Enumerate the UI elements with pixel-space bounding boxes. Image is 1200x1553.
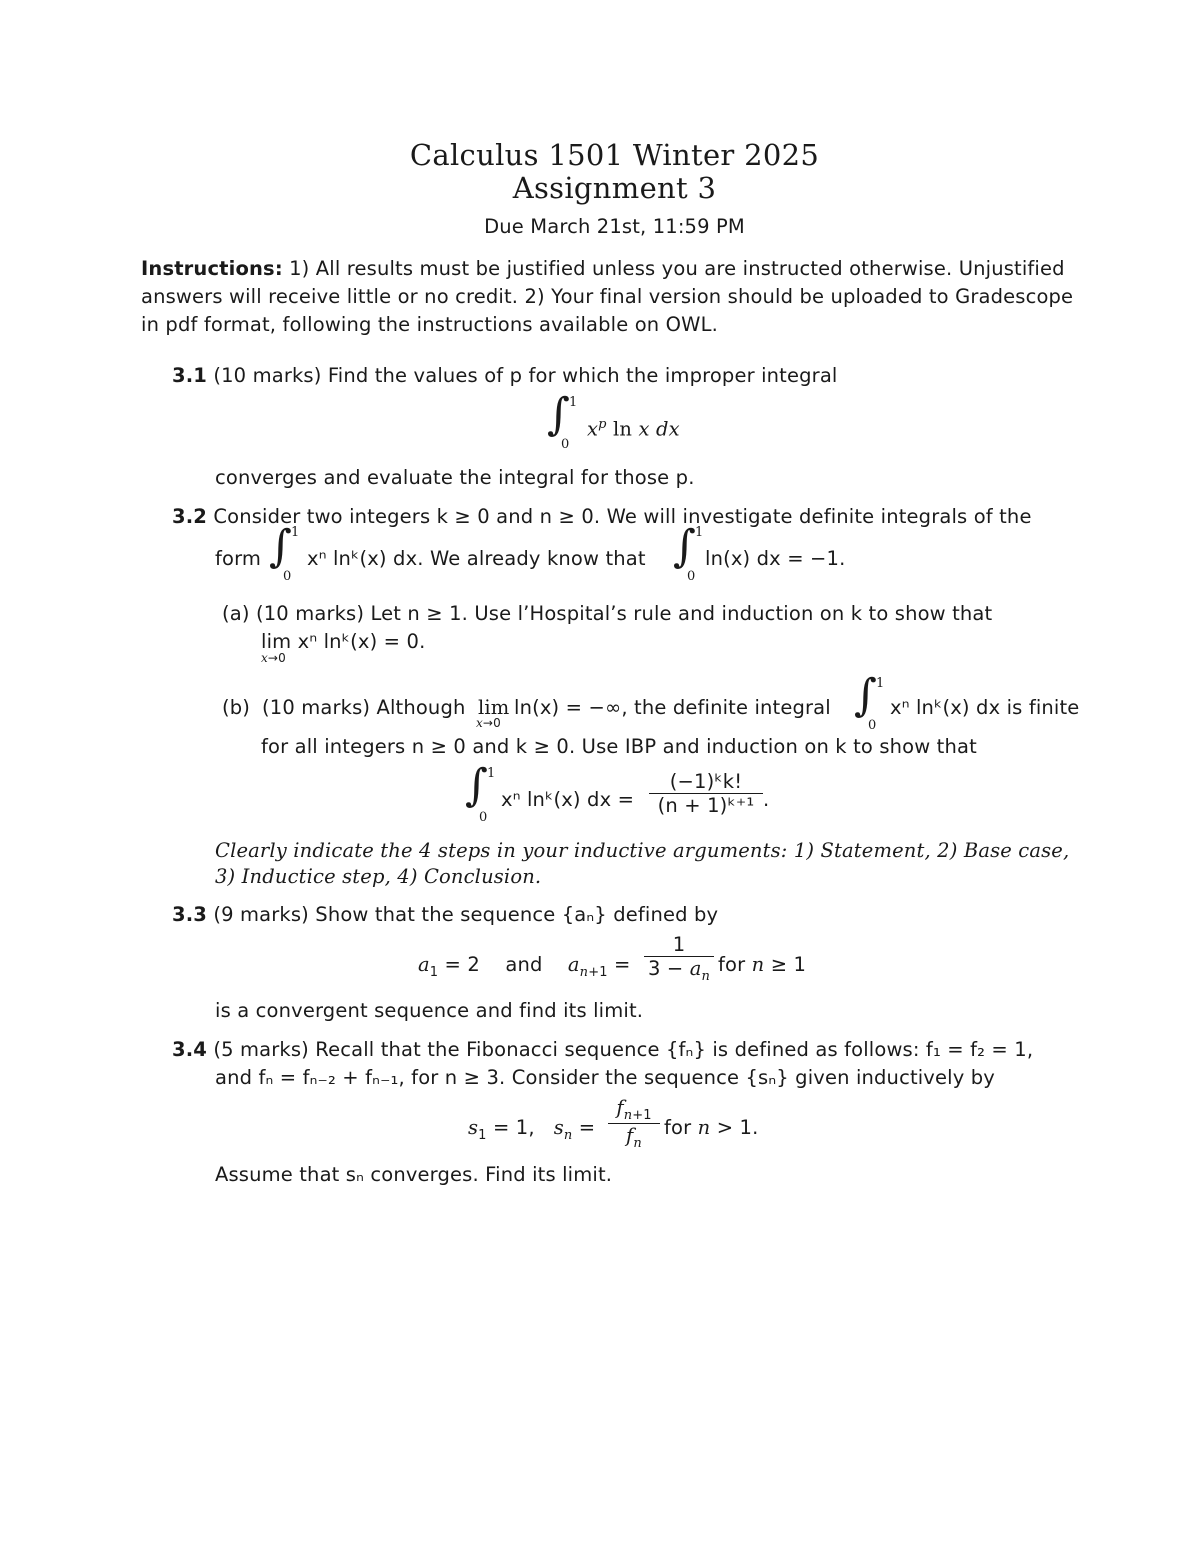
question-3-3-after: is a convergent sequence and find its limit. [215,999,644,1022]
instructions-line-3: in pdf format, following the instructions available on OWL. [141,313,718,336]
question-3-2-a-limit: lim xⁿ lnᵏ(x) = 0. [261,630,426,653]
question-3-1-text: (10 marks) Find the values of p for which the improper integral [213,364,838,387]
question-3-4-text-1: (5 marks) Recall that the Fibonacci sequence {fₙ} is defined as follows: f₁ = f₂ = 1, [213,1038,1034,1061]
part-a-label: (a) [222,602,250,625]
instructions-line-2: answers will receive little or no credit. 2) Your final version should be uploaded to Gradescope [141,285,1074,308]
question-3-1-after: converges and evaluate the integral for those p. [215,466,695,489]
instructions-text-1: 1) All results must be justified unless you are instructed otherwise. Unjustified [289,257,1065,280]
document-title: Calculus 1501 Winter 2025 [409,138,820,172]
question-3-3-prompt [172,903,718,926]
question-3-1-prompt [172,364,838,387]
instructions-line-1 [141,257,1065,280]
instructions-label: Instructions: [141,257,283,280]
question-3-3-formula: $a_1 = 2$ and $a_{n+1}$ = $\frac{1}{3 - a_n}$ for n ≥ 1 [418,933,807,984]
due-date: Due March 21st, 11:59 PM [484,215,745,238]
assignment-number: Assignment 3 [512,171,717,205]
induction-note-line-1: Clearly indicate the 4 steps in your inductive arguments: 1) Statement, 2) Base case, [215,839,1070,862]
question-number: 3.3 [172,903,207,926]
question-number: 3.4 [172,1038,207,1061]
question-3-2-text-1: Consider two integers k ≥ 0 and n ≥ 0. We will investigate definite integrals of the [213,505,1032,528]
limit-subscript: x→0 [261,651,286,665]
question-3-2-line-1 [172,505,1032,528]
question-3-4-after: Assume that sₙ converges. Find its limit. [215,1163,613,1186]
question-3-3-text: (9 marks) Show that the sequence {aₙ} defined by [213,903,719,926]
question-3-4-formula: $s_1 = 1$, $s_n$ = $\frac{f_{n+1}}{f_n}$ for n > 1. [468,1096,759,1151]
question-3-2-line-2: form ∫ 1 0 xⁿ lnᵏ(x) dx. We already know that ∫ 1 0 ln(x) dx = −1. [215,521,846,584]
question-3-2-b-formula: ∫ 1 0 xⁿ lnᵏ(x) dx = $\frac{\text{(−1)ᵏk!}}{\text{(n + 1)ᵏ⁺¹}}$ . [465,760,770,825]
question-3-4-line-2: and fₙ = fₙ₋₂ + fₙ₋₁, for n ≥ 3. Consider the sequence {sₙ} given inductively by [215,1066,995,1089]
question-number: 3.1 [172,364,207,387]
question-number: 3.2 [172,505,207,528]
question-3-2-b-line-1: (b) (10 marks) Although lim x→0 ln(x) = −∞, the definite integral ∫ 1 0 xⁿ lnᵏ(x) dx is finite [222,670,1080,733]
question-3-1-integral: ∫ 1 0 $x^p$ ln x dx [547,389,680,452]
question-3-4-line-1 [172,1038,1033,1061]
question-3-2-b-line-2: for all integers n ≥ 0 and k ≥ 0. Use IBP and induction on k to show that [261,735,977,758]
induction-note-line-2: 3) Inductice step, 4) Conclusion. [215,865,542,888]
part-a-text: (10 marks) Let n ≥ 1. Use l’Hospital’s rule and induction on k to show that [255,602,993,625]
question-3-2-a-line-1 [222,602,992,625]
